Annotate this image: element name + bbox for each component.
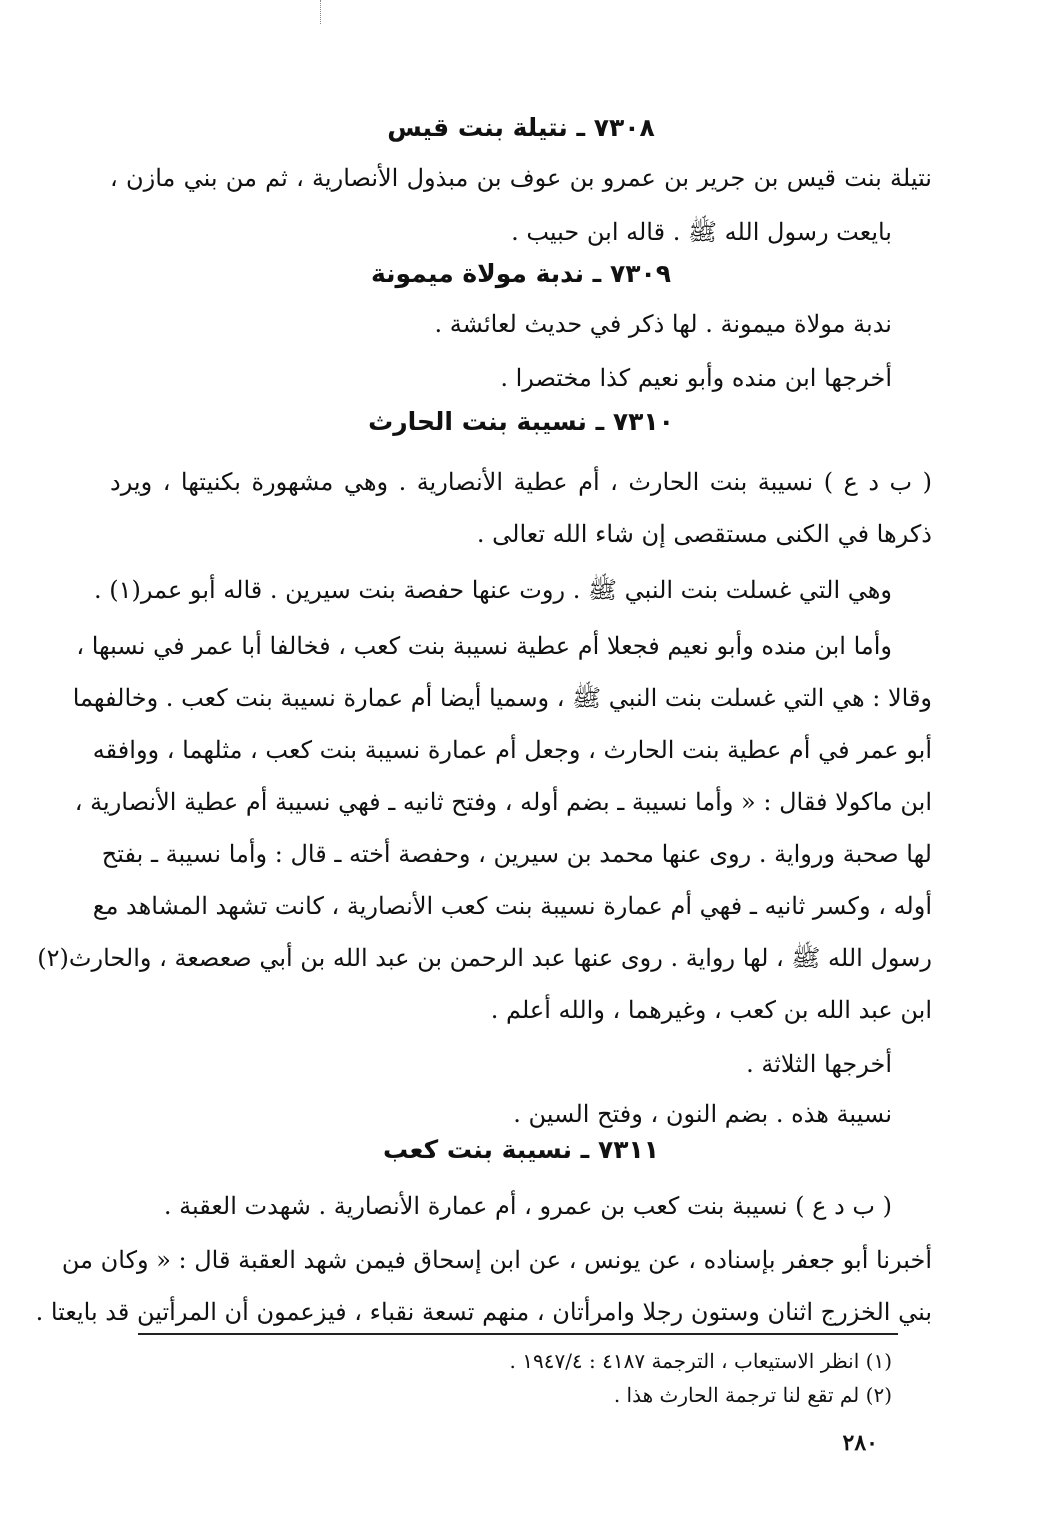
footnote-divider — [138, 1333, 898, 1335]
text-line: وأما ابن منده وأبو نعيم فجعلا أم عطية نسيبة بنت كعب ، فخالفا أبا عمر في نسبها ، — [76, 632, 892, 660]
text-line: بايعت رسول الله ﷺ . قاله ابن حبيب . — [511, 218, 892, 246]
heading-7309: ٧٣٠٩ ـ ندبة مولاة ميمونة — [371, 259, 671, 288]
text-line: ندبة مولاة ميمونة . لها ذكر في حديث لعائشة . — [434, 310, 892, 338]
heading-7308: ٧٣٠٨ ـ نتيلة بنت قيس — [387, 113, 655, 142]
text-line: ( ب د ع ) نسيبة بنت الحارث ، أم عطية الأنصارية . وهي مشهورة بكنيتها ، ويرد — [110, 468, 932, 496]
text-line: نسيبة هذه . بضم النون ، وفتح السين . — [513, 1100, 892, 1128]
text-line: نتيلة بنت قيس بن جرير بن عمرو بن عوف بن مبذول الأنصارية ، ثم من بني مازن ، — [110, 164, 932, 192]
heading-7310: ٧٣١٠ ـ نسيبة بنت الحارث — [368, 407, 674, 436]
text-line: ( ب د ع ) نسيبة بنت كعب بن عمرو ، أم عمارة الأنصارية . شهدت العقبة . — [163, 1192, 892, 1220]
text-line: وهي التي غسلت بنت النبي ﷺ . روت عنها حفصة بنت سيرين . قاله أبو عمر(١) . — [93, 576, 892, 604]
margin-mark — [320, 0, 323, 24]
text-line: أبو عمر في أم عطية بنت الحارث ، وجعل أم عمارة نسيبة بنت كعب ، مثلهما ، ووافقه — [92, 736, 932, 764]
text-line: أخبرنا أبو جعفر بإسناده ، عن يونس ، عن ابن إسحاق فيمن شهد العقبة قال : « وكان من — [61, 1246, 932, 1274]
text-line: لها صحبة ورواية . روى عنها محمد بن سيرين ، وحفصة أخته ـ قال : وأما نسيبة ـ بفتح — [101, 840, 932, 868]
footnote: (١) انظر الاستيعاب ، الترجمة ٤١٨٧ : ١٩٤٧/٤ . — [509, 1349, 892, 1373]
text-line: رسول الله ﷺ ، لها رواية . روى عنها عبد الرحمن بن عبد الله بن أبي صعصعة ، والحارث(٢) — [37, 944, 932, 972]
text-line: ذكرها في الكنى مستقصى إن شاء الله تعالى . — [476, 520, 932, 548]
text-line: أخرجها الثلاثة . — [746, 1050, 892, 1078]
text-line: أوله ، وكسر ثانيه ـ فهي أم عمارة نسيبة بنت كعب الأنصارية ، كانت تشهد المشاهد مع — [92, 892, 932, 920]
footnote: (٢) لم تقع لنا ترجمة الحارث هذا . — [613, 1383, 892, 1407]
page-number: ٢٨٠ — [842, 1430, 878, 1456]
text-line: ابن ماكولا فقال : « وأما نسيبة ـ بضم أوله ، وفتح ثانيه ـ فهي نسيبة أم عطية الأنصارية ، — [74, 788, 932, 816]
heading-7311: ٧٣١١ ـ نسيبة بنت كعب — [383, 1135, 659, 1164]
text-line: أخرجها ابن منده وأبو نعيم كذا مختصرا . — [500, 364, 892, 392]
text-line: بني الخزرج اثنان وستون رجلا وامرأتان ، منهم تسعة نقباء ، فيزعمون أن المرأتين قد بايعتا . — [35, 1298, 932, 1326]
text-line: ابن عبد الله بن كعب ، وغيرهما ، والله أعلم . — [490, 996, 932, 1024]
text-line: وقالا : هي التي غسلت بنت النبي ﷺ ، وسميا أيضا أم عمارة نسيبة بنت كعب . وخالفهما — [72, 684, 932, 712]
